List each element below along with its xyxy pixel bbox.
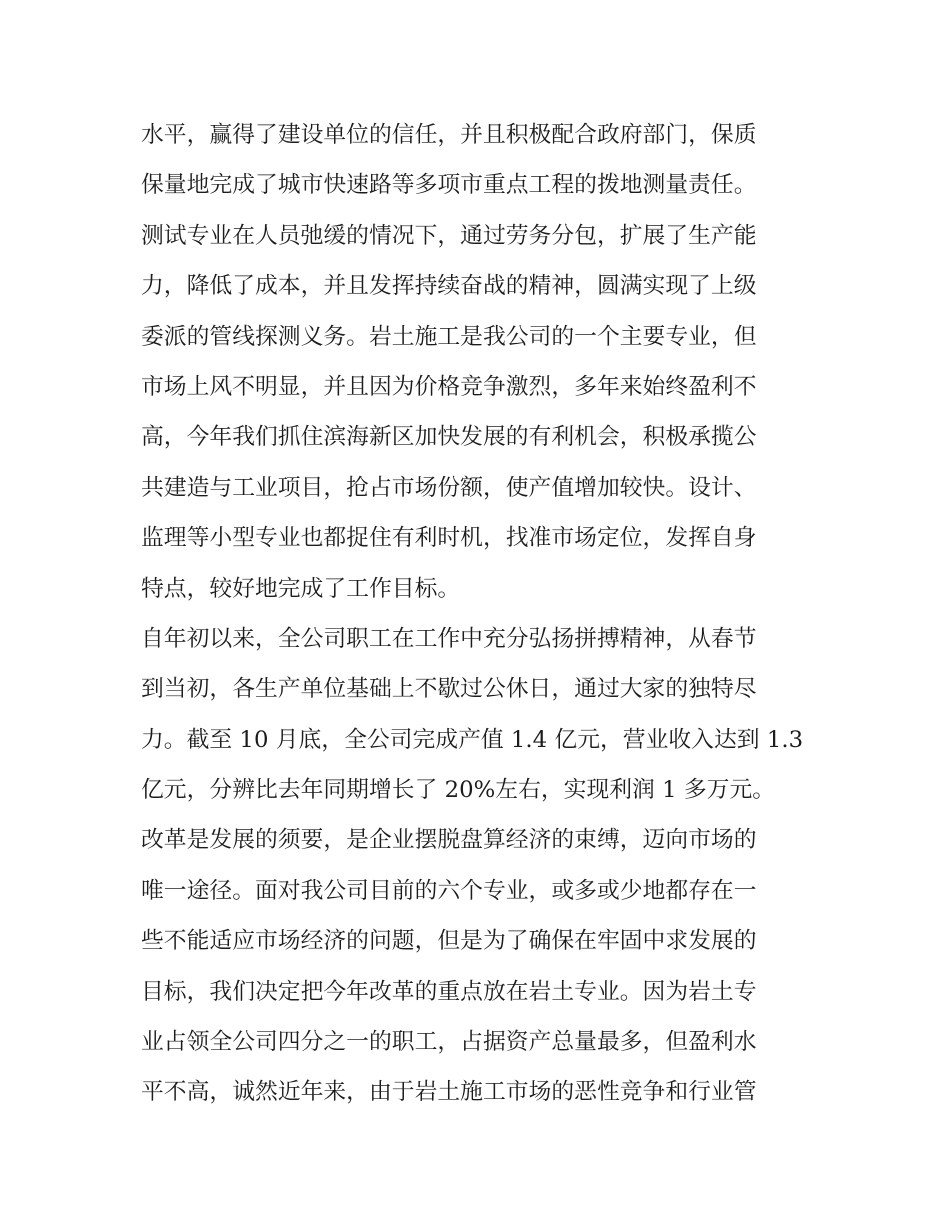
- text-line: 特点，较好地完成了工作目标。: [141, 575, 461, 602]
- text-line: 测试专业在人员弛缓的情况下，通过劳务分包，扩展了生产能: [141, 222, 757, 249]
- body-text: [141, 110, 813, 1118]
- text-line: 力。截至 10 月底，全公司完成产值 1.4 亿元，营业收入达到 1.3: [141, 726, 804, 753]
- text-line: 到当初，各生产单位基础上不歇过公休日，通过大家的独特尽: [141, 676, 757, 703]
- text-line: 平不高，诚然近年来，由于岩土施工市场的恶性竞争和行业管: [141, 1079, 757, 1106]
- text-line: 自年初以来，全公司职工在工作中充分弘扬拼搏精神，从春节: [141, 625, 757, 652]
- text-line: 些不能适应市场经济的问题，但是为了确保在牢固中求发展的: [141, 928, 757, 955]
- text-line: 保量地完成了城市快速路等多项市重点工程的拨地测量责任。: [141, 172, 757, 199]
- text-line: 亿元，分辨比去年同期增长了 20%左右，实现利润 1 多万元。: [141, 777, 776, 804]
- text-line: 监理等小型专业也都捉住有利时机，找准市场定位，发挥自身: [141, 525, 757, 552]
- text-line: 业占领全公司四分之一的职工，占据资产总量最多，但盈利水: [141, 1029, 757, 1056]
- text-line: 高，今年我们抓住滨海新区加快发展的有利机会，积极承揽公: [141, 424, 757, 451]
- text-line: 水平，赢得了建设单位的信任，并且积极配合政府部门，保质: [141, 122, 757, 148]
- text-line: 市场上风不明显，并且因为价格竞争激烈，多年来始终盈利不: [141, 373, 757, 400]
- text-line: 委派的管线探测义务。岩土施工是我公司的一个主要专业，但: [141, 323, 757, 350]
- text-line: 目标，我们决定把今年改革的重点放在岩土专业。因为岩土专: [141, 978, 757, 1005]
- text-line: 唯一途径。面对我公司目前的六个专业，或多或少地都存在一: [141, 877, 757, 904]
- text-line: 共建造与工业项目，抢占市场份额，使产值增加较快。设计、: [141, 474, 757, 501]
- text-line: 改革是发展的须要，是企业摆脱盘算经济的束缚，迈向市场的: [141, 827, 757, 854]
- text-line: 力，降低了成本，并且发挥持续奋战的精神，圆满实现了上级: [141, 273, 757, 300]
